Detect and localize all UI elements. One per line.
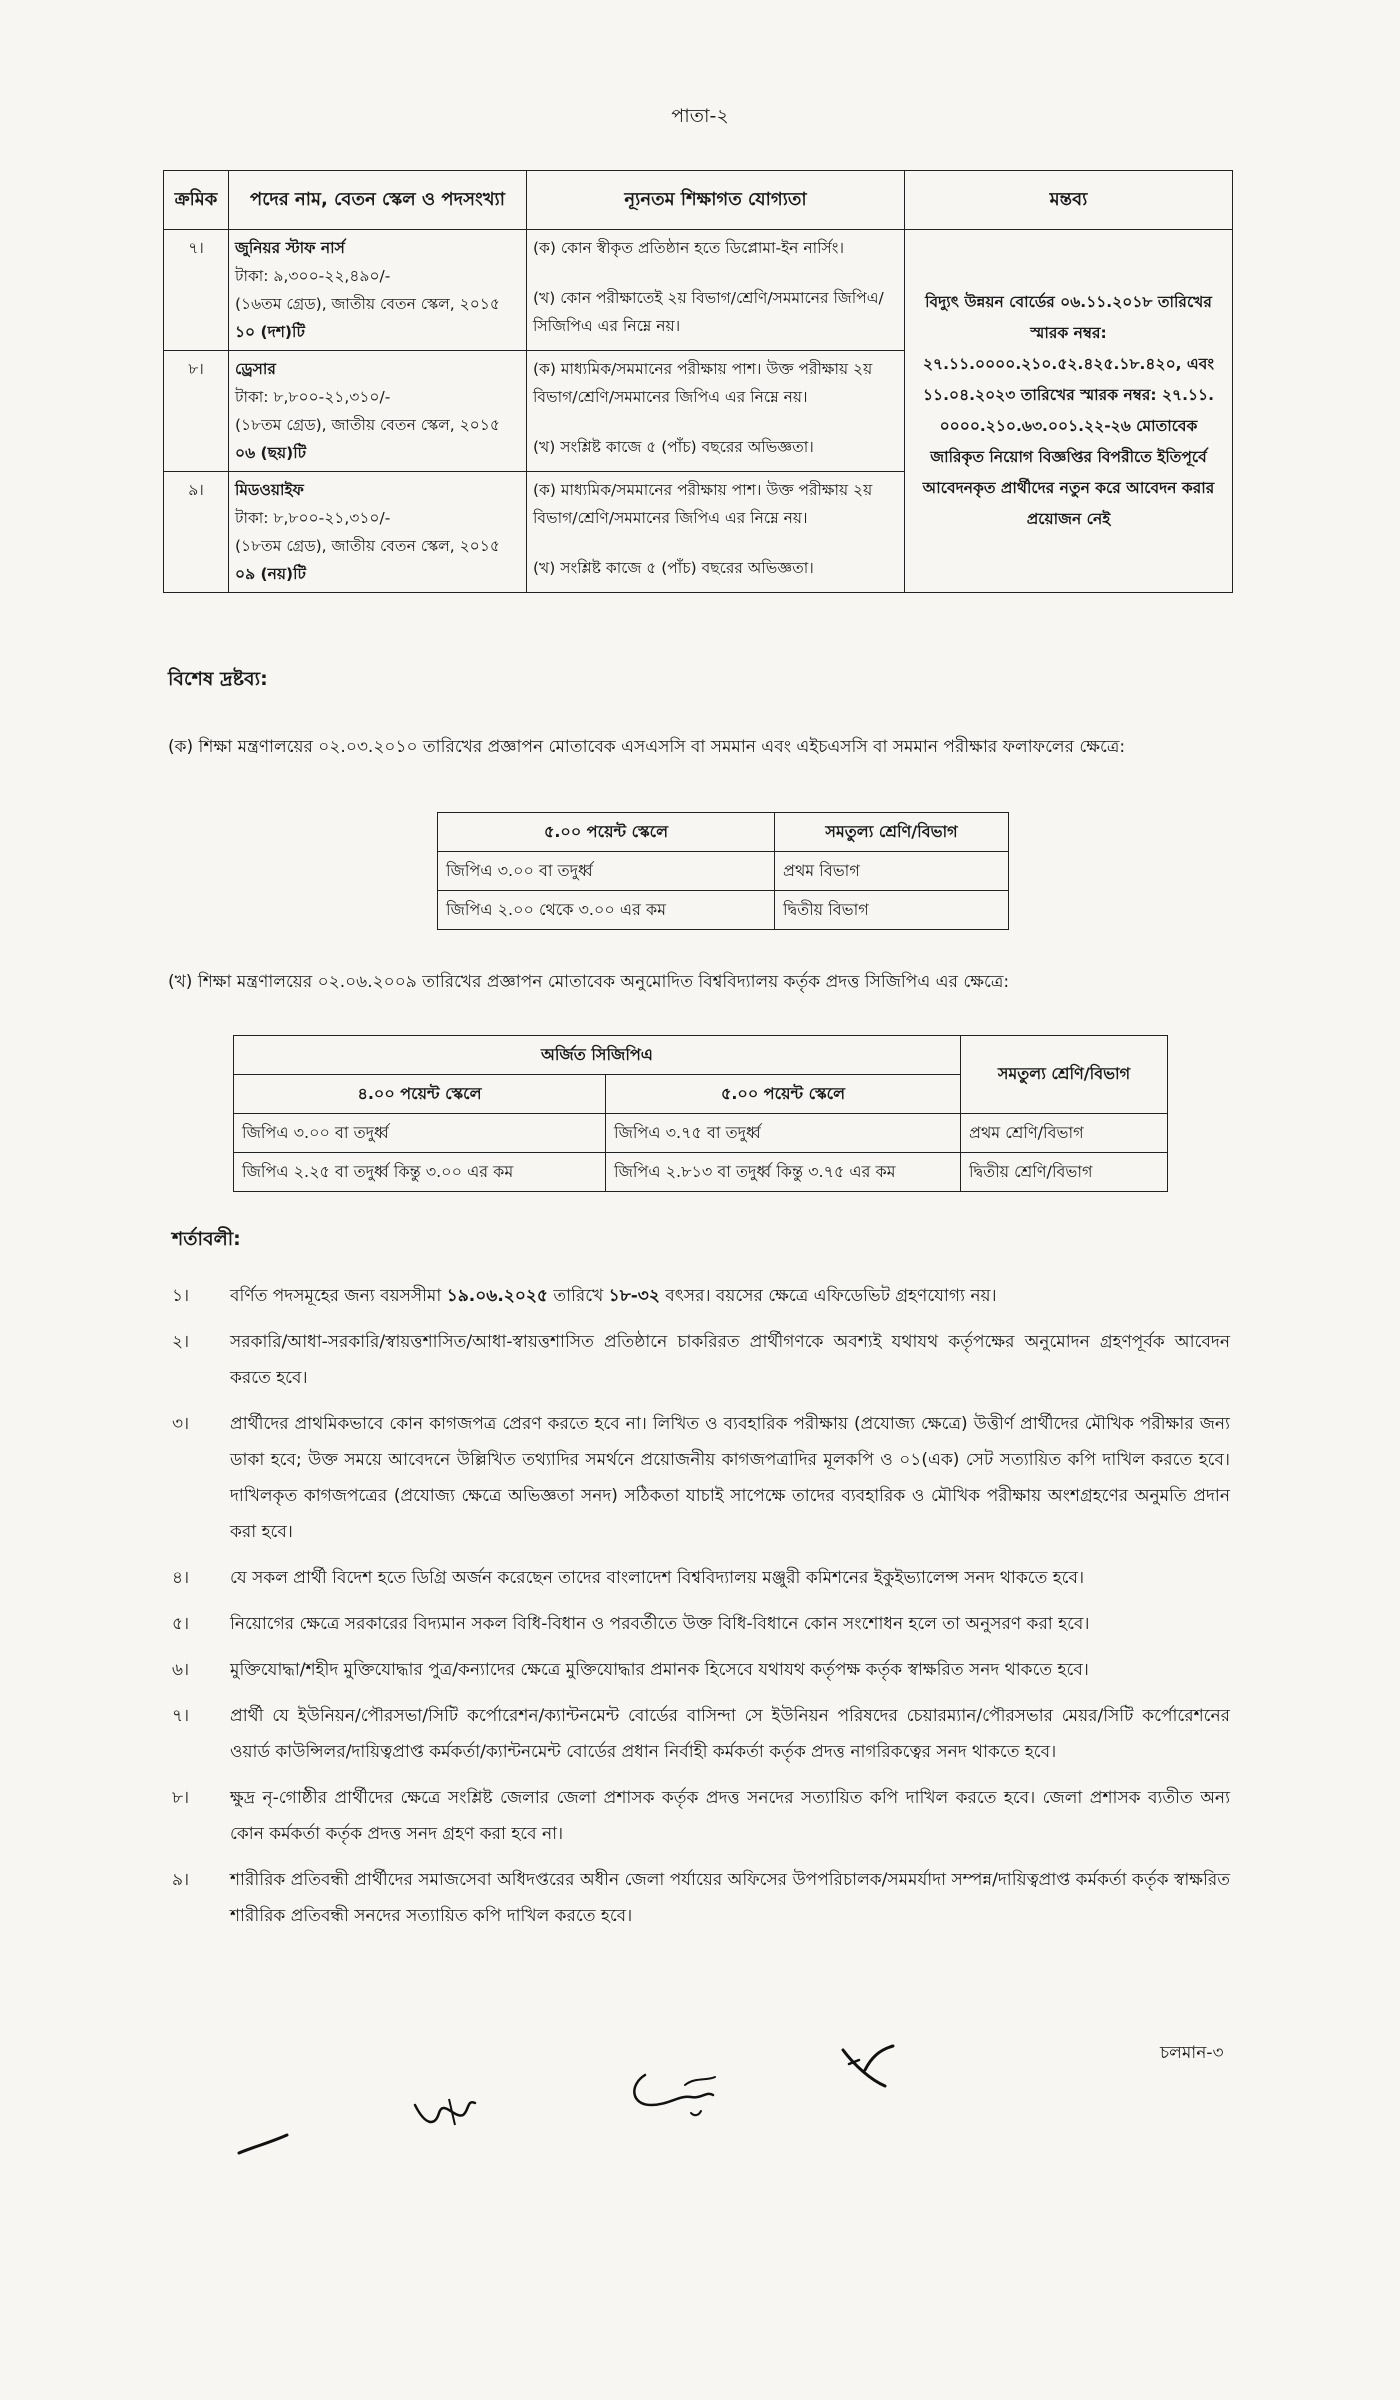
row-serial: ৭। xyxy=(164,230,229,351)
gpa-cell: জিপিএ ২.০০ থেকে ৩.০০ এর কম xyxy=(438,891,775,930)
cgpa-4-cell: জিপিএ ২.২৫ বা তদুর্ধ্ব কিন্তু ৩.০০ এর কম xyxy=(234,1153,606,1192)
header-post: পদের নাম, বেতন স্কেল ও পদসংখ্যা xyxy=(229,171,527,230)
row-serial: ৯। xyxy=(164,472,229,593)
qualification-cell xyxy=(527,351,905,472)
post-name: জুনিয়র স্টাফ নার্স xyxy=(235,239,345,257)
cgpa-4-cell: জিপিএ ৩.০০ বা তদুর্ধ্ব xyxy=(234,1114,606,1153)
signature-3 xyxy=(625,2055,735,2125)
post-cell xyxy=(229,472,527,593)
table-row xyxy=(234,1114,1168,1153)
post-grade: (১৬তম গ্রেড), জাতীয় বেতন স্কেল, ২০১৫ xyxy=(235,295,500,313)
signature-initial-2 xyxy=(405,2085,485,2140)
signature-initial-4 xyxy=(835,2040,905,2095)
qualification-cell xyxy=(527,230,905,351)
cgpa-header-4-scale: ৪.০০ পয়েন্ট স্কেলে xyxy=(234,1075,606,1114)
list-item xyxy=(172,1324,1230,1396)
post-name: মিডওয়াইফ xyxy=(235,481,304,499)
conditions-list xyxy=(172,1278,1230,1944)
post-cell xyxy=(229,351,527,472)
list-item xyxy=(172,1560,1230,1596)
age-limit-date: ১৯.০৬.২০২৫ xyxy=(446,1286,548,1306)
post-grade: (১৮তম গ্রেড), জাতীয় বেতন স্কেল, ২০১৫ xyxy=(235,416,500,434)
table-row xyxy=(438,891,1009,930)
gpa-equivalence-table xyxy=(437,812,1009,930)
post-count: ১০ (দশ)টি xyxy=(235,323,305,341)
header-serial: ক্রমিক xyxy=(164,171,229,230)
remarks-cell: বিদ্যুৎ উন্নয়ন বোর্ডের ০৬.১১.২০১৮ তারিখের স্মারক নম্বর: ২৭.১১.০০০০.২১০.৫২.৪২৫.১৮.৪২০, এবং ১১.০৪.২০২৩ তারিখের স্মারক নম্বর: ২৭.১১. ০০০০.২১০.৬৩.০০১.২২-২৬ মোতাবেক জারিকৃত নিয়োগ বিজ্ঞপ্তির বিপরীতে ইতিপূর্বে আবেদনকৃত প্রার্থীদের নতুন করে আবেদন করার প্রয়োজন নেই xyxy=(905,230,1233,593)
row-serial: ৮। xyxy=(164,351,229,472)
table-row xyxy=(164,230,1233,351)
cgpa-5-cell: জিপিএ ২.৮১৩ বা তদুর্ধ্ব কিন্তু ৩.৭৫ এর কম xyxy=(606,1153,961,1192)
post-count: ০৬ (ছয়)টি xyxy=(235,444,307,462)
conditions-heading: শর্তাবলী: xyxy=(172,1228,241,1250)
posts-table-header-row xyxy=(164,171,1233,230)
condition-text-post: বৎসর। বয়সের ক্ষেত্রে এফিডেভিট গ্রহণযোগ্য নয়। xyxy=(659,1286,997,1306)
equivalent-cell: দ্বিতীয় শ্রেণি/বিভাগ xyxy=(961,1153,1168,1192)
cgpa-table-group-header-row xyxy=(234,1036,1168,1075)
list-item xyxy=(172,1278,1230,1314)
condition-text: নিয়োগের ক্ষেত্রে সরকারের বিদ্যমান সকল বিধি-বিধান ও পরবর্তীতে উক্ত বিধি-বিধানে কোন সংশোধন হলে তা অনুসরণ করা হবে। xyxy=(230,1614,1090,1634)
table-row xyxy=(234,1153,1168,1192)
condition-number: ৪। xyxy=(172,1568,190,1588)
condition-text-mid: তারিখে xyxy=(547,1286,609,1306)
list-item xyxy=(172,1406,1230,1550)
qualification-item: (খ) সংশ্লিষ্ট কাজে ৫ (পাঁচ) বছরের অভিজ্ঞতা। xyxy=(533,559,814,577)
cgpa-group-header: অর্জিত সিজিপিএ xyxy=(234,1036,961,1075)
gpa-cell: জিপিএ ৩.০০ বা তদুর্ধ্ব xyxy=(438,852,775,891)
gpa-table-header-row xyxy=(438,813,1009,852)
condition-number: ৮। xyxy=(172,1788,190,1808)
special-note-para-kha: (খ) শিক্ষা মন্ত্রণালয়ের ০২.০৬.২০০৯ তারিখের প্রজ্ঞাপন মোতাবেক অনুমোদিত বিশ্ববিদ্যালয় কর্তৃক প্রদত্ত সিজিপিএ এর ক্ষেত্রে: xyxy=(168,972,1010,992)
header-remarks: মন্তব্য xyxy=(905,171,1233,230)
list-item xyxy=(172,1652,1230,1688)
list-item xyxy=(172,1862,1230,1934)
equivalent-cell: দ্বিতীয় বিভাগ xyxy=(775,891,1009,930)
condition-number: ৯। xyxy=(172,1870,190,1890)
list-item xyxy=(172,1780,1230,1852)
condition-number: ৫। xyxy=(172,1614,190,1634)
qualification-item: (ক) কোন স্বীকৃত প্রতিষ্ঠান হতে ডিপ্লোমা-ইন নার্সিং। xyxy=(533,239,844,257)
cgpa-equivalence-table xyxy=(233,1035,1168,1192)
condition-text: ক্ষুদ্র নৃ-গোষ্ঠীর প্রার্থীদের ক্ষেত্রে সংশ্লিষ্ট জেলার জেলা প্রশাসক কর্তৃক প্রদত্ত সনদের সত্যায়িত কপি দাখিল করতে হবে। জেলা প্রশাসক ব্যতীত অন্য কোন কর্মকর্তা কর্তৃক প্রদত্ত সনদ গ্রহণ করা হবে না। xyxy=(230,1788,1230,1844)
post-count: ০৯ (নয়)টি xyxy=(235,565,306,583)
condition-number: ৩। xyxy=(172,1414,190,1434)
post-salary: টাকা: ৮,৮০০-২১,৩১০/- xyxy=(235,388,391,406)
equivalent-cell: প্রথম বিভাগ xyxy=(775,852,1009,891)
list-item xyxy=(172,1698,1230,1770)
cgpa-header-equivalent: সমতুল্য শ্রেণি/বিভাগ xyxy=(961,1036,1168,1114)
list-item xyxy=(172,1606,1230,1642)
condition-number: ৬। xyxy=(172,1660,190,1680)
condition-number: ৭। xyxy=(172,1706,190,1726)
gpa-header-equivalent: সমতুল্য শ্রেণি/বিভাগ xyxy=(775,813,1009,852)
condition-text-pre: বর্ণিত পদসমূহের জন্য বয়সসীমা xyxy=(230,1286,447,1306)
continued-label: চলমান-৩ xyxy=(1160,2043,1224,2063)
post-salary: টাকা: ৯,৩০০-২২,৪৯০/- xyxy=(235,267,391,285)
cgpa-header-5-scale: ৫.০০ পয়েন্ট স্কেলে xyxy=(606,1075,961,1114)
condition-number: ১। xyxy=(172,1286,190,1306)
post-salary: টাকা: ৮,৮০০-২১,৩১০/- xyxy=(235,509,391,527)
condition-text: প্রার্থীদের প্রাথমিকভাবে কোন কাগজপত্র প্রেরণ করতে হবে না। লিখিত ও ব্যবহারিক পরীক্ষায় (প্রযোজ্য ক্ষেত্রে) উত্তীর্ণ প্রার্থীদের মৌখিক পরীক্ষার জন্য ডাকা হবে; উক্ত সময়ে আবেদনে উল্লিখিত তথ্যাদির সমর্থনে প্রয়োজনীয় কাগজপত্রাদির মূলকপি ও ০১(এক) সেট সত্যায়িত কপি দাখিল করতে হবে। দাখিলকৃত কাগজপত্রের (প্রযোজ্য ক্ষেত্রে অভিজ্ঞতা সনদ) সঠিকতা যাচাই সাপেক্ষে তাদের ব্যবহারিক ও মৌখিক পরীক্ষায় অংশগ্রহণের অনুমতি প্রদান করা হবে। xyxy=(230,1414,1230,1542)
qualification-item: (ক) মাধ্যমিক/সমমানের পরীক্ষায় পাশ। উক্ত পরীক্ষায় ২য় বিভাগ/শ্রেণি/সমমানের জিপিএ এর নিম্নে নয়। xyxy=(533,360,873,406)
post-grade: (১৮তম গ্রেড), জাতীয় বেতন স্কেল, ২০১৫ xyxy=(235,537,500,555)
condition-text: মুক্তিযোদ্ধা/শহীদ মুক্তিযোদ্ধার পুত্র/কন্যাদের ক্ষেত্রে মুক্তিযোদ্ধার প্রমানক হিসেবে যথাযথ কর্তৃপক্ষ কর্তৃক স্বাক্ষরিত সনদ থাকতে হবে। xyxy=(230,1660,1089,1680)
condition-number: ২। xyxy=(172,1332,190,1352)
equivalent-cell: প্রথম শ্রেণি/বিভাগ xyxy=(961,1114,1168,1153)
age-range: ১৮-৩২ xyxy=(608,1286,660,1306)
qualification-item: (ক) মাধ্যমিক/সমমানের পরীক্ষায় পাশ। উক্ত পরীক্ষায় ২য় বিভাগ/শ্রেণি/সমমানের জিপিএ এর নিম্নে নয়। xyxy=(533,481,873,527)
gpa-header-scale: ৫.০০ পয়েন্ট স্কেলে xyxy=(438,813,775,852)
page-number-label: পাতা-২ xyxy=(671,105,729,127)
header-qualification: ন্যূনতম শিক্ষাগত যোগ্যতা xyxy=(527,171,905,230)
signature-initial-1 xyxy=(235,2125,295,2165)
qualification-cell xyxy=(527,472,905,593)
condition-text: শারীরিক প্রতিবন্ধী প্রার্থীদের সমাজসেবা অধিদপ্তরের অধীন জেলা পর্যায়ের অফিসের উপপরিচালক/সমমর্যাদা সম্পন্ন/দায়িত্বপ্রাপ্ত কর্মকর্তা কর্তৃক স্বাক্ষরিত শারীরিক প্রতিবন্ধী সনদের সত্যায়িত কপি দাখিল করতে হবে। xyxy=(230,1870,1230,1926)
post-cell xyxy=(229,230,527,351)
table-row xyxy=(438,852,1009,891)
qualification-item: (খ) সংশ্লিষ্ট কাজে ৫ (পাঁচ) বছরের অভিজ্ঞতা। xyxy=(533,438,814,456)
condition-text: প্রার্থী যে ইউনিয়ন/পৌরসভা/সিটি কর্পোরেশন/ক্যান্টনমেন্ট বোর্ডের বাসিন্দা সে ইউনিয়ন পরিষদের চেয়ারম্যান/পৌরসভার মেয়র/সিটি কর্পোরেশনের ওয়ার্ড কাউন্সিলর/দায়িত্বপ্রাপ্ত কর্মকর্তা/ক্যান্টনমেন্ট বোর্ডের প্রধান নির্বাহী কর্মকর্তা কর্তৃক প্রদত্ত নাগরিকত্বের সনদ থাকতে হবে। xyxy=(230,1706,1230,1762)
post-name: ড্রেসার xyxy=(235,360,276,378)
qualification-item: (খ) কোন পরীক্ষাতেই ২য় বিভাগ/শ্রেণি/সমমানের জিপিএ/ সিজিপিএ এর নিম্নে নয়। xyxy=(533,289,884,335)
condition-text: যে সকল প্রার্থী বিদেশ হতে ডিগ্রি অর্জন করেছেন তাদের বাংলাদেশ বিশ্ববিদ্যালয় মঞ্জুরী কমিশনের ইকুইভ্যালেন্স সনদ থাকতে হবে। xyxy=(230,1568,1085,1588)
posts-table xyxy=(163,170,1233,593)
condition-text: সরকারি/আধা-সরকারি/স্বায়ত্তশাসিত/আধা-স্বায়ত্তশাসিত প্রতিষ্ঠানে চাকরিরত প্রার্থীগণকে অবশ্যই যথাযথ কর্তৃপক্ষের অনুমোদন গ্রহণপূর্বক আবেদন করতে হবে। xyxy=(230,1332,1230,1388)
cgpa-5-cell: জিপিএ ৩.৭৫ বা তদুর্ধ্ব xyxy=(606,1114,961,1153)
special-note-para-ka: (ক) শিক্ষা মন্ত্রণালয়ের ০২.০৩.২০১০ তারিখের প্রজ্ঞাপন মোতাবেক এসএসসি বা সমমান এবং এইচএসসি বা সমমান পরীক্ষার ফলাফলের ক্ষেত্রে: xyxy=(168,737,1126,757)
special-note-heading: বিশেষ দ্রষ্টব্য: xyxy=(168,668,268,690)
